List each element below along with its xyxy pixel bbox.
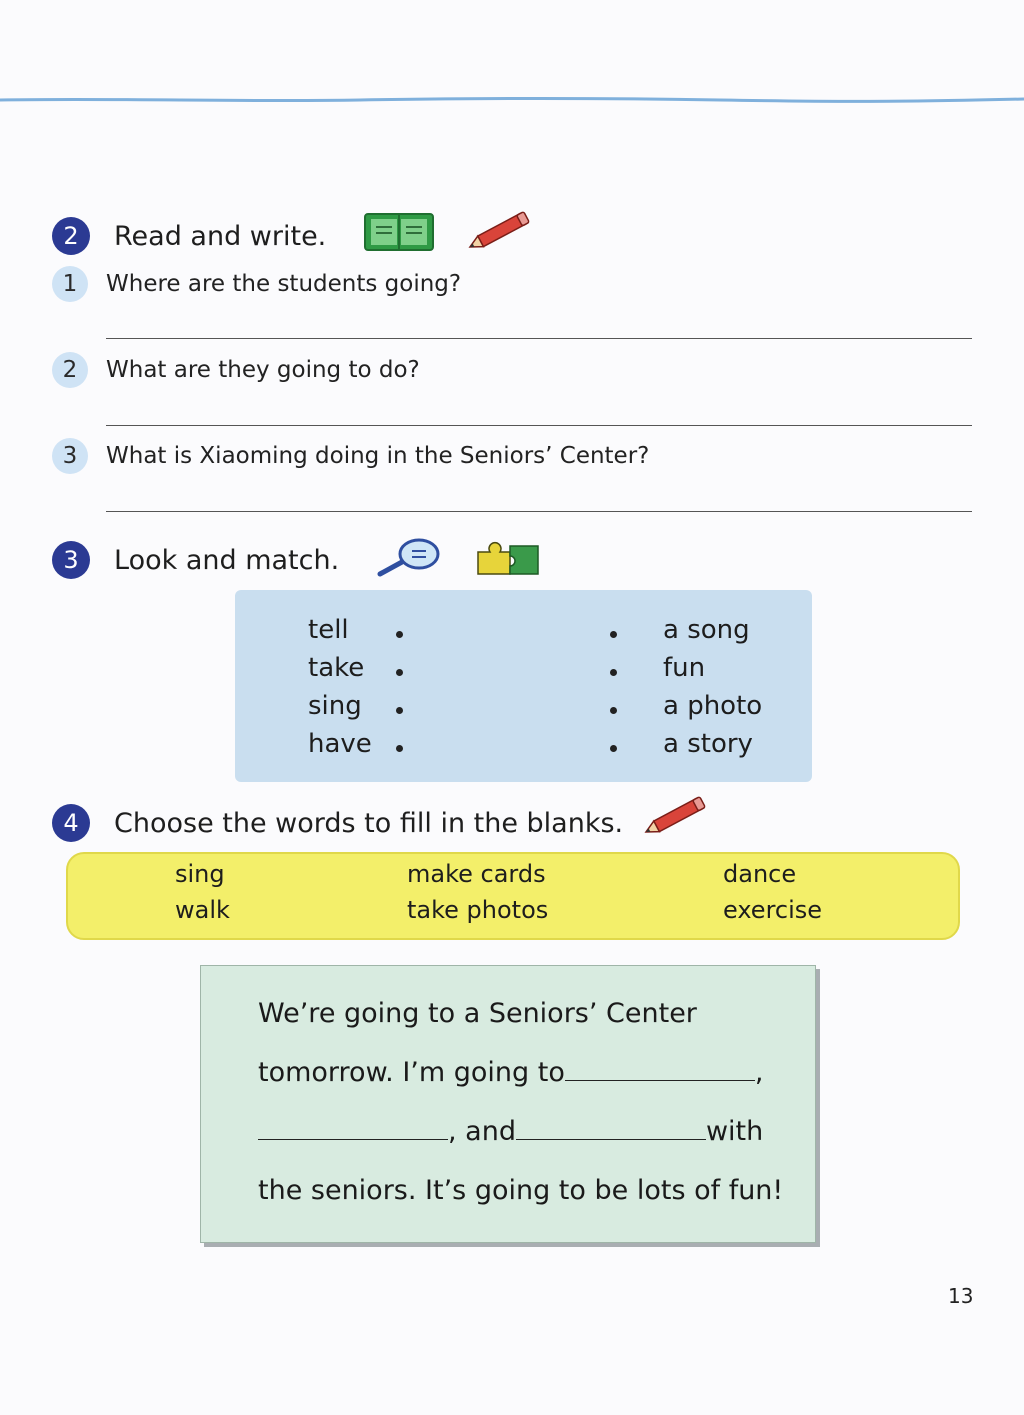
- blank-1[interactable]: [565, 1058, 755, 1081]
- match-dot-right[interactable]: [610, 669, 617, 676]
- question-text: What is Xiaoming doing in the Seniors’ Center?: [106, 443, 650, 469]
- match-dot-right[interactable]: [610, 745, 617, 752]
- section-fill-in-blanks-header: [52, 804, 623, 842]
- top-divider: [0, 96, 1024, 104]
- passage-text: ,: [754, 1057, 764, 1088]
- question-1: [52, 266, 461, 302]
- answer-line-2[interactable]: [106, 425, 972, 426]
- match-left-word: take: [308, 653, 365, 683]
- match-left-word: have: [308, 729, 372, 759]
- word-bank-item: sing: [175, 860, 225, 888]
- match-right-word: a photo: [663, 691, 763, 721]
- passage-line-2: [258, 1057, 763, 1088]
- match-exercise-panel: [235, 590, 812, 782]
- blank-3[interactable]: [516, 1117, 706, 1140]
- match-left-word: sing: [308, 691, 362, 721]
- match-right-word: a song: [663, 615, 750, 645]
- passage-text: tomorrow. I’m going to: [258, 1057, 565, 1088]
- answer-line-1[interactable]: [106, 338, 972, 339]
- word-bank-item: dance: [723, 860, 797, 888]
- section-title: Choose the words to fill in the blanks.: [114, 807, 624, 839]
- match-dot-right[interactable]: [610, 707, 617, 714]
- match-dot-left[interactable]: [396, 707, 403, 714]
- magnifier-icon: [372, 536, 444, 580]
- match-right-word: fun: [663, 653, 706, 683]
- match-right-word: a story: [663, 729, 753, 759]
- word-bank-item: take photos: [407, 896, 549, 924]
- match-dot-left[interactable]: [396, 631, 403, 638]
- match-dot-right[interactable]: [610, 631, 617, 638]
- section-number-badge: 3: [52, 541, 90, 579]
- word-bank-item: make cards: [407, 860, 546, 888]
- question-2: [52, 352, 420, 388]
- blank-2[interactable]: [258, 1117, 448, 1140]
- question-number-badge: 2: [52, 352, 88, 388]
- passage-text: with: [705, 1116, 764, 1147]
- section-look-and-match-header: [52, 541, 339, 579]
- question-text: Where are the students going?: [106, 271, 462, 297]
- pencil-icon: [640, 795, 712, 837]
- section-number-badge: 4: [52, 804, 90, 842]
- passage-line-1: We’re going to a Seniors’ Center: [258, 998, 697, 1029]
- puzzle-icon: [472, 534, 544, 578]
- match-dot-left[interactable]: [396, 745, 403, 752]
- section-title: Look and match.: [114, 544, 340, 576]
- section-read-and-write-header: [52, 217, 326, 255]
- section-number-badge: 2: [52, 217, 90, 255]
- book-icon: [364, 212, 434, 252]
- section-title: Read and write.: [114, 220, 327, 252]
- passage-card: [200, 965, 816, 1243]
- question-text: What are they going to do?: [106, 357, 420, 383]
- match-dot-left[interactable]: [396, 669, 403, 676]
- answer-line-3[interactable]: [106, 511, 972, 512]
- word-bank-item: walk: [175, 896, 230, 924]
- pencil-icon: [464, 210, 536, 252]
- passage-text: , and: [448, 1116, 516, 1147]
- match-left-word: tell: [308, 615, 349, 645]
- question-number-badge: 1: [52, 266, 88, 302]
- question-3: [52, 438, 649, 474]
- passage-line-4: the seniors. It’s going to be lots of fun!: [258, 1175, 784, 1206]
- word-bank-item: exercise: [723, 896, 823, 924]
- question-number-badge: 3: [52, 438, 88, 474]
- passage-line-3: [258, 1116, 763, 1147]
- page-number: 13: [948, 1284, 974, 1308]
- word-bank: [66, 852, 960, 940]
